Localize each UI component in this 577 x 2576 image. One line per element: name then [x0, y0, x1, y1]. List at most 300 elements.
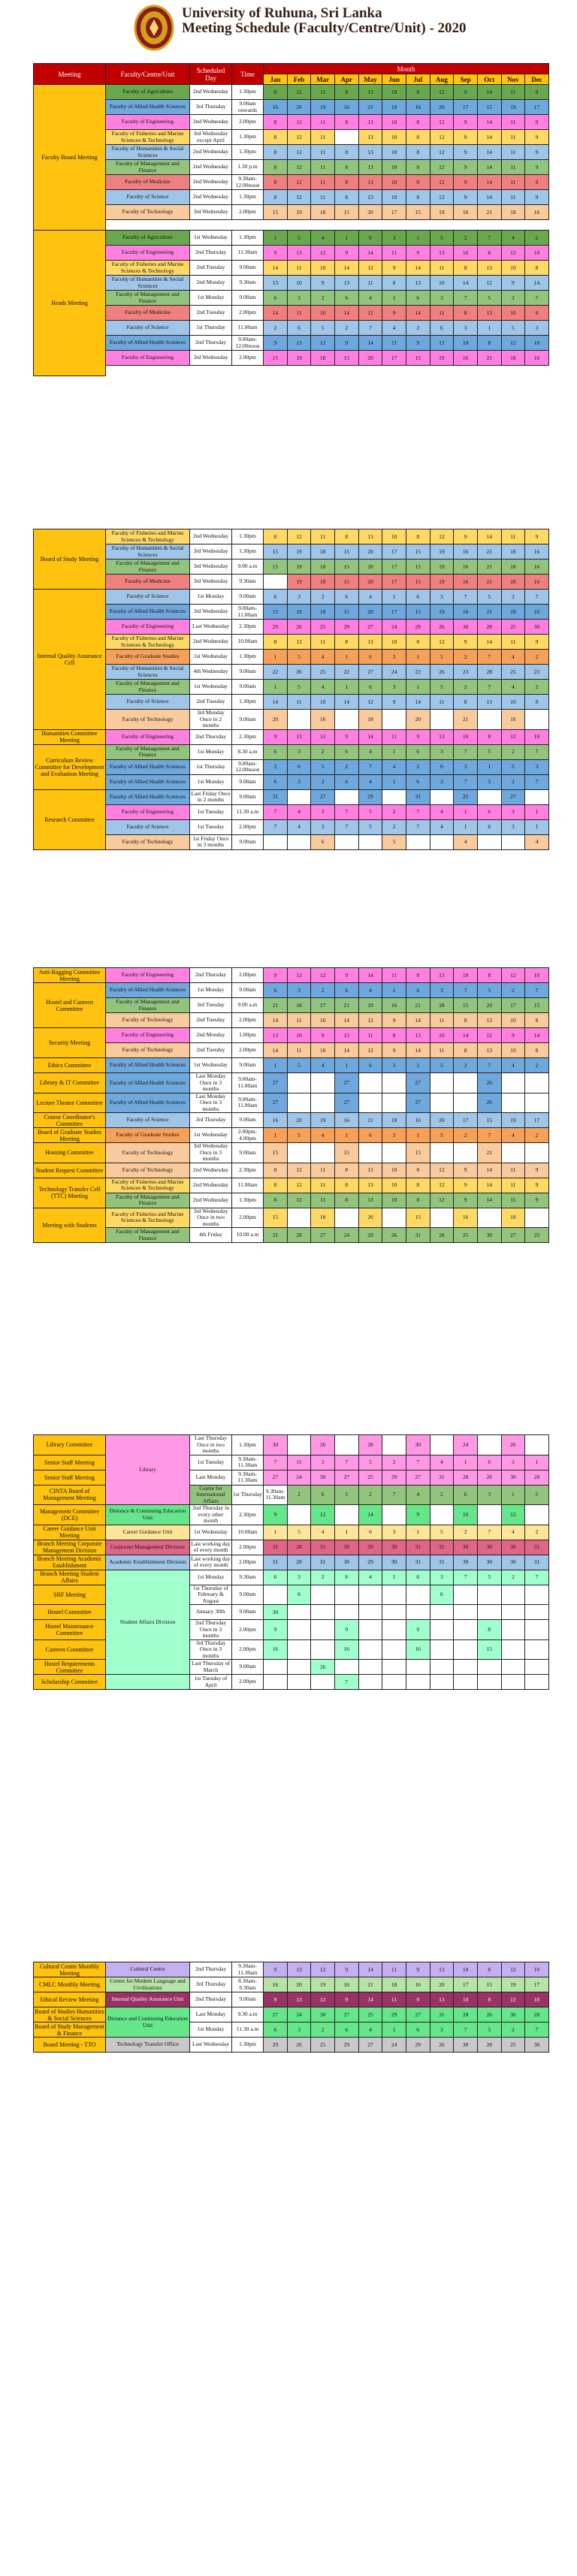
meeting-name: Library Committee — [34, 1435, 106, 1455]
meeting-date: 8 — [334, 175, 358, 190]
meeting-date: 14 — [264, 1013, 288, 1028]
meeting-date: 6 — [406, 590, 430, 605]
meeting-date: 11 — [287, 306, 311, 321]
meeting-date: 2 — [382, 1455, 406, 1470]
scheduled-day: 2nd Wednesday — [190, 1178, 232, 1193]
meeting-date: 27 — [311, 789, 335, 804]
meeting-date: 24 — [382, 620, 406, 635]
meeting-date: 8 — [454, 261, 478, 276]
meeting-date: 26 — [477, 2007, 501, 2022]
meeting-date: 8 — [406, 145, 430, 160]
meeting-date: 9 — [525, 1163, 549, 1178]
meeting-date: 16 — [334, 100, 358, 115]
meeting-date: 5 — [287, 1128, 311, 1143]
meeting-date: 5 — [430, 1525, 454, 1540]
meeting-date: 11 — [311, 529, 335, 544]
meeting-date: 11 — [311, 1178, 335, 1193]
table-row — [34, 590, 549, 605]
meeting-date: 3 — [430, 1570, 454, 1585]
meeting-date: 27 — [334, 1073, 358, 1093]
meeting-date: 1 — [382, 774, 406, 789]
meeting-date: 6 — [264, 2022, 288, 2038]
meeting-date: 8 — [264, 635, 288, 650]
meeting-date — [264, 575, 288, 590]
table-row — [34, 2038, 549, 2053]
table-row — [34, 261, 549, 276]
meeting-date: 2 — [264, 759, 288, 774]
meeting-date — [430, 1660, 454, 1675]
meeting-date: 9 — [382, 306, 406, 321]
meeting-date: 8 — [264, 130, 288, 145]
meeting-date: 18 — [311, 351, 335, 366]
faculty-name: Faculty of Engineering — [106, 1028, 190, 1043]
meeting-date: 2 — [454, 1058, 478, 1073]
meeting-date: 16 — [454, 560, 478, 575]
meeting-date: 12 — [311, 1505, 335, 1525]
meeting-date: 16 — [406, 1977, 430, 1992]
meeting-date: 15 — [477, 1977, 501, 1992]
meeting-date: 14 — [525, 1028, 549, 1043]
meeting-date: 12 — [287, 145, 311, 160]
faculty-name: Faculty of Humanities & Social Sciences — [106, 145, 190, 160]
meeting-date: 9 — [406, 1962, 430, 1977]
faculty-name: Faculty of Allied Health Sciences — [106, 336, 190, 351]
meeting-date: 25 — [501, 620, 525, 635]
faculty-name: Faculty of Allied Health Sciences — [106, 774, 190, 789]
meeting-date: 5 — [501, 759, 525, 774]
meeting-date: 9 — [454, 635, 478, 650]
meeting-date: 2 — [501, 291, 525, 306]
meeting-time: 2.00pm — [232, 1043, 264, 1058]
meeting-date: 30 — [454, 1555, 478, 1570]
meeting-date: 20 — [264, 710, 288, 730]
meeting-date — [501, 834, 525, 849]
meeting-time: 2.00pm — [232, 1555, 264, 1570]
meeting-date: 10 — [382, 160, 406, 175]
meeting-date — [430, 1605, 454, 1620]
meeting-time: 11.30am — [232, 246, 264, 261]
meeting-date: 1 — [477, 759, 501, 774]
meeting-name: Career Guidance Unit Meeting — [34, 1525, 106, 1540]
meeting-date: 26 — [430, 2038, 454, 2053]
meeting-date: 30 — [501, 2007, 525, 2022]
meeting-name: Internal Quality Assurance Cell — [34, 590, 106, 730]
meeting-date: 14 — [334, 261, 358, 276]
meeting-name: Board of Study Meeting — [34, 529, 106, 590]
meeting-date: 11 — [501, 145, 525, 160]
meeting-date: 10 — [501, 306, 525, 321]
meeting-date: 2 — [311, 1570, 335, 1585]
header-faculty: Faculty/Centre/Unit — [106, 64, 190, 85]
meeting-date: 1 — [454, 1455, 478, 1470]
meeting-date: 6 — [334, 590, 358, 605]
meeting-date: 8 — [382, 276, 406, 291]
meeting-date: 9 — [334, 1620, 358, 1640]
scheduled-day: 3rd Wednesday — [190, 544, 232, 560]
meeting-date: 4 — [454, 834, 478, 849]
meeting-date — [311, 1073, 335, 1093]
meeting-date: 24 — [287, 1470, 311, 1485]
meeting-date: 29 — [264, 2038, 288, 2053]
meeting-time: 1.30pm — [232, 1435, 264, 1455]
meeting-date: 6 — [311, 1485, 335, 1505]
meeting-date: 6 — [358, 680, 382, 695]
meeting-date: 1 — [334, 1525, 358, 1540]
meeting-date: 20 — [287, 1113, 311, 1128]
meeting-date: 14 — [334, 1043, 358, 1058]
meeting-name: Research Committee — [34, 789, 106, 849]
meeting-name: Hostel Requirements Committee — [34, 1660, 106, 1675]
meeting-date: 27 — [334, 1470, 358, 1485]
meeting-date: 5 — [430, 1128, 454, 1143]
meeting-date: 26 — [287, 2038, 311, 2053]
meeting-date: 5 — [287, 1058, 311, 1073]
table-row — [34, 351, 549, 366]
meeting-date: 2 — [454, 231, 478, 246]
meeting-date: 12 — [287, 635, 311, 650]
meeting-date: 14 — [264, 261, 288, 276]
meeting-date: 8 — [477, 968, 501, 983]
table-row — [34, 695, 549, 710]
meeting-date — [287, 1435, 311, 1455]
scheduled-day: 3rd Monday Once in 2 months — [190, 710, 232, 730]
table-row — [34, 744, 549, 759]
scheduled-day: Last Wednesday — [190, 2038, 232, 2053]
meeting-date: 10 — [382, 115, 406, 130]
meeting-date: 7 — [477, 650, 501, 665]
faculty-name: Faculty of Management and Finance — [106, 1228, 190, 1243]
meeting-date: 26 — [311, 1660, 335, 1675]
meeting-date: 13 — [477, 306, 501, 321]
table-row — [34, 1525, 549, 1540]
meeting-time: 2.00pm — [232, 1620, 264, 1640]
meeting-date: 28 — [477, 2038, 501, 2053]
meeting-date: 3 — [454, 321, 478, 336]
meeting-date: 8 — [264, 1178, 288, 1193]
meeting-date: 3 — [287, 744, 311, 759]
meeting-date: 16 — [406, 1113, 430, 1128]
meeting-date: 21 — [264, 998, 288, 1013]
meeting-date: 31 — [264, 1540, 288, 1555]
meeting-date: 8 — [477, 246, 501, 261]
faculty-name: Academic Establishment Division — [106, 1555, 190, 1570]
meeting-date: 7 — [525, 291, 549, 306]
meeting-date: 5 — [501, 321, 525, 336]
meeting-time: 9.00am — [232, 261, 264, 276]
scheduled-day: 4th Wednesday — [190, 665, 232, 680]
meeting-date: 12 — [287, 1178, 311, 1193]
meeting-date: 2 — [501, 2022, 525, 2038]
meeting-date: 2 — [358, 1485, 382, 1505]
meeting-date — [311, 1605, 335, 1620]
table-row — [34, 665, 549, 680]
meeting-date: 10 — [382, 190, 406, 205]
meeting-date: 16 — [264, 1113, 288, 1128]
meeting-date — [525, 710, 549, 730]
meeting-date: 28 — [525, 2007, 549, 2022]
meeting-date: 14 — [358, 1992, 382, 2007]
meeting-date: 10 — [454, 1962, 478, 1977]
meeting-date: 12 — [287, 115, 311, 130]
meeting-date: 19 — [287, 560, 311, 575]
meeting-time: 9.00am — [232, 1058, 264, 1073]
meeting-date — [382, 1620, 406, 1640]
meeting-time: 9.00am — [232, 590, 264, 605]
meeting-date: 21 — [477, 575, 501, 590]
meeting-date: 27 — [334, 2007, 358, 2022]
meeting-date: 9 — [264, 336, 288, 351]
meeting-date: 1 — [382, 744, 406, 759]
meeting-date: 6 — [430, 759, 454, 774]
meeting-date: 28 — [477, 665, 501, 680]
meeting-date: 15 — [264, 560, 288, 575]
scheduled-day: 2nd Tuesday — [190, 1013, 232, 1028]
meeting-name: SRF Meeting — [34, 1585, 106, 1605]
meeting-date: 13 — [358, 190, 382, 205]
meeting-date: 18 — [430, 998, 454, 1013]
scheduled-day: 1st Wednesday — [190, 231, 232, 246]
meeting-date: 8 — [334, 529, 358, 544]
meeting-time: 1.30 p.m — [232, 160, 264, 175]
meeting-date — [311, 1675, 335, 1690]
meeting-date: 5 — [477, 774, 501, 789]
table-row — [34, 710, 549, 730]
meeting-date — [477, 1660, 501, 1675]
scheduled-day: 2nd Tuesday — [190, 261, 232, 276]
meeting-date: 11 — [501, 1193, 525, 1208]
meeting-date: 16 — [454, 1208, 478, 1228]
meeting-date: 16 — [454, 575, 478, 590]
meeting-date: 12 — [287, 1163, 311, 1178]
meeting-date: 3 — [287, 774, 311, 789]
meeting-date: 13 — [430, 968, 454, 983]
meeting-date — [382, 1675, 406, 1690]
meeting-date: 27 — [264, 1093, 288, 1113]
meeting-date: 18 — [501, 544, 525, 560]
meeting-date: 4 — [311, 680, 335, 695]
meeting-date: 3 — [525, 321, 549, 336]
meeting-date: 11 — [430, 695, 454, 710]
faculty-name: Distance & Continuing Education Unit — [106, 1505, 190, 1525]
meeting-date: 30 — [454, 1540, 478, 1555]
meeting-date: 12 — [477, 276, 501, 291]
meeting-date: 8 — [264, 1163, 288, 1178]
scheduled-day: 3rd Wednesday Once in 3 months — [190, 1143, 232, 1163]
meeting-date: 9 — [525, 85, 549, 100]
scheduled-day: 3rd Wednesday — [190, 605, 232, 620]
meeting-date: 19 — [501, 100, 525, 115]
faculty-name: Faculty of Management and Finance — [106, 998, 190, 1013]
meeting-date: 31 — [430, 1555, 454, 1570]
meeting-date: 12 — [287, 85, 311, 100]
meeting-date: 31 — [430, 1540, 454, 1555]
meeting-date: 30 — [477, 1540, 501, 1555]
meeting-date: 14 — [454, 276, 478, 291]
meeting-date: 9 — [264, 968, 288, 983]
faculty-name: Career Guidance Unit — [106, 1525, 190, 1540]
meeting-date: 4 — [501, 680, 525, 695]
meeting-date: 9 — [454, 529, 478, 544]
meeting-date: 16 — [454, 205, 478, 220]
faculty-name: Faculty of Engineering — [106, 620, 190, 635]
faculty-name: Faculty of Engineering — [106, 804, 190, 819]
meeting-date: 30 — [382, 1540, 406, 1555]
meeting-date: 1 — [454, 819, 478, 834]
meeting-date — [334, 130, 358, 145]
meeting-date: 1 — [264, 1058, 288, 1073]
meeting-date: 7 — [525, 744, 549, 759]
meeting-date — [382, 1208, 406, 1228]
meeting-date: 19 — [287, 575, 311, 590]
meeting-date: 7 — [454, 983, 478, 998]
meeting-date: 9 — [264, 1992, 288, 2007]
meeting-date: 14 — [477, 175, 501, 190]
meeting-date: 22 — [334, 665, 358, 680]
table-row — [34, 175, 549, 190]
meeting-date: 20 — [430, 100, 454, 115]
meeting-date — [477, 1435, 501, 1455]
table-row — [34, 1193, 549, 1208]
meeting-date: 8 — [334, 635, 358, 650]
meeting-date: 9 — [454, 175, 478, 190]
table-row — [34, 1208, 549, 1228]
meeting-date: 13 — [406, 276, 430, 291]
meeting-date: 31 — [311, 1555, 335, 1570]
meeting-date: 2 — [311, 744, 335, 759]
scheduled-day: 1st Monday — [190, 1570, 232, 1585]
schedule-table — [33, 1962, 549, 2053]
meeting-date: 30 — [525, 2038, 549, 2053]
meeting-date: 25 — [454, 1228, 478, 1243]
meeting-date: 15 — [406, 351, 430, 366]
meeting-date: 8 — [264, 190, 288, 205]
meeting-date — [501, 1605, 525, 1620]
meeting-date: 30 — [382, 1555, 406, 1570]
meeting-date: 16 — [525, 544, 549, 560]
meeting-date — [525, 1585, 549, 1605]
meeting-date: 1 — [454, 804, 478, 819]
meeting-name: Hostel Maintenance Committee — [34, 1620, 106, 1640]
faculty-name: Faculty of Engineering — [106, 729, 190, 744]
meeting-date: 5 — [477, 1570, 501, 1585]
meeting-date: 10 — [382, 85, 406, 100]
meeting-date — [454, 1639, 478, 1660]
faculty-name: Faculty of Allied Health Sciences — [106, 789, 190, 804]
table-header-row — [34, 64, 549, 74]
table-row — [34, 1058, 549, 1073]
table-row — [34, 276, 549, 291]
meeting-date: 14 — [525, 276, 549, 291]
meeting-date: 1 — [501, 1485, 525, 1505]
meeting-date — [334, 1605, 358, 1620]
faculty-name: Faculty of Medicine — [106, 175, 190, 190]
meeting-date — [525, 1660, 549, 1675]
meeting-date: 9 — [311, 1028, 335, 1043]
meeting-date: 7 — [525, 590, 549, 605]
meeting-date: 3 — [430, 2022, 454, 2038]
meeting-date: 9 — [454, 85, 478, 100]
meeting-date: 31 — [406, 1555, 430, 1570]
scheduled-day: 2nd Wednesday — [190, 115, 232, 130]
meeting-date: 8 — [264, 145, 288, 160]
meeting-date: 28 — [287, 1228, 311, 1243]
meeting-time: 1.30pm — [232, 529, 264, 544]
meeting-date: 15 — [477, 1113, 501, 1128]
meeting-date: 10 — [382, 175, 406, 190]
meeting-date: 7 — [406, 819, 430, 834]
meeting-name: Board Meeting - TTO — [34, 2038, 106, 2053]
table-row — [34, 998, 549, 1013]
meeting-name: Course Coordinator's Committee — [34, 1113, 106, 1128]
meeting-date: 3 — [430, 590, 454, 605]
table-row — [34, 819, 549, 834]
meeting-date: 11 — [501, 635, 525, 650]
table-row — [34, 100, 549, 115]
meeting-date: 13 — [430, 336, 454, 351]
header-month: Oct — [477, 74, 501, 85]
meeting-date — [287, 710, 311, 730]
meeting-date: 4 — [311, 1058, 335, 1073]
meeting-date: 9 — [525, 160, 549, 175]
meeting-date: 6 — [334, 291, 358, 306]
meeting-date: 26 — [501, 1435, 525, 1455]
meeting-date: 15 — [264, 544, 288, 560]
meeting-date: 8 — [406, 85, 430, 100]
scheduled-day: 2nd Thursday Once in 3 months — [190, 1620, 232, 1640]
meeting-name: Canteen Committee — [34, 1639, 106, 1660]
meeting-date: 6 — [264, 1570, 288, 1585]
meeting-date: 14 — [358, 1505, 382, 1525]
meeting-time: 1.30pm — [232, 145, 264, 160]
meeting-date: 30 — [264, 1435, 288, 1455]
meeting-date: 8 — [334, 1178, 358, 1193]
meeting-date — [430, 1639, 454, 1660]
meeting-date: 7 — [334, 819, 358, 834]
faculty-name: Faculty of Allied Health Sciences — [106, 605, 190, 620]
meeting-date — [382, 1093, 406, 1113]
meeting-date: 11 — [501, 175, 525, 190]
meeting-date: 8 — [454, 695, 478, 710]
meeting-date: 16 — [525, 351, 549, 366]
meeting-date: 27 — [358, 620, 382, 635]
scheduled-day: 2nd Thursday in every other month — [190, 1505, 232, 1525]
meeting-date: 11 — [311, 85, 335, 100]
meeting-date: 31 — [406, 1228, 430, 1243]
meeting-date — [287, 1505, 311, 1525]
meeting-date: 8 — [406, 160, 430, 175]
meeting-date: 19 — [311, 1113, 335, 1128]
meeting-date: 13 — [477, 695, 501, 710]
meeting-date: 8 — [454, 1013, 478, 1028]
faculty-name: Faculty of Science — [106, 590, 190, 605]
meeting-date: 12 — [311, 729, 335, 744]
meeting-date: 3 — [287, 1570, 311, 1585]
meeting-date: 13 — [430, 1962, 454, 1977]
meeting-date: 7 — [477, 1128, 501, 1143]
table-row — [34, 544, 549, 560]
meeting-date: 15 — [406, 560, 430, 575]
meeting-date: 15 — [406, 544, 430, 560]
scheduled-day: Last Monday — [190, 1470, 232, 1485]
meeting-date: 4 — [501, 1525, 525, 1540]
table-row — [34, 1962, 549, 1977]
meeting-date: 13 — [358, 115, 382, 130]
meeting-date: 13 — [287, 729, 311, 744]
meeting-date: 21 — [477, 605, 501, 620]
meeting-date: 3 — [477, 1485, 501, 1505]
meeting-name: Technology Transfer Cell (TTC) Meeting — [34, 1178, 106, 1208]
header-month: Apr — [334, 74, 358, 85]
